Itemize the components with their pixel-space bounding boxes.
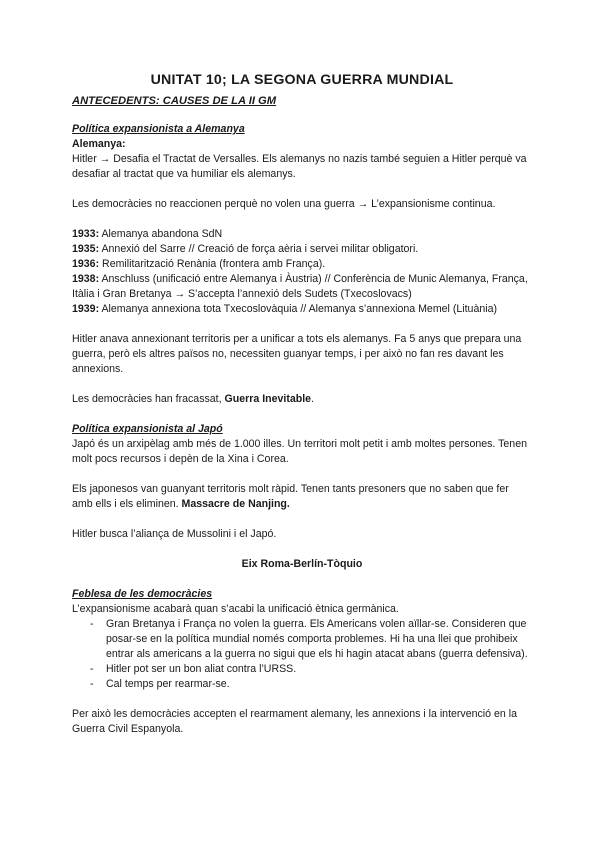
paragraph-hitler-annexing: Hitler anava annexionant territoris per a unificar a tots els alemanys. Fa 5 anys que prepara una guerra, però els altres països no, necessiten guanyar temps, i per això no fan res davant les annexions. bbox=[72, 333, 522, 375]
inevitable-prefix: Les democràcies han fracassat, bbox=[72, 393, 225, 405]
document-content bbox=[72, 70, 532, 737]
weakness-list bbox=[72, 617, 532, 692]
dash-bullet: - bbox=[90, 618, 94, 630]
timeline-text: Alemanya abandona SdN bbox=[99, 228, 223, 240]
heading-germany-expansion: Política expansionista a Alemanya bbox=[72, 123, 245, 135]
timeline-year: 1938: bbox=[72, 273, 100, 285]
paragraph-japan-territories bbox=[72, 482, 532, 512]
timeline-text: Annexió del Sarre // Creació de força aèria i servei militar obligatori. bbox=[99, 243, 419, 255]
axis-title: Eix Roma-Berlín-Tòquio bbox=[241, 558, 363, 570]
timeline-entry bbox=[72, 227, 532, 242]
timeline-entry bbox=[72, 302, 532, 317]
dash-bullet: - bbox=[90, 663, 94, 675]
paragraph-expansionism-end: L’expansionisme acabarà quan s’acabi la unificació ètnica germànica. bbox=[72, 603, 399, 615]
subheading-germany: Alemanya: bbox=[72, 138, 126, 150]
nanjing-massacre-bold: Massacre de Nanjing. bbox=[181, 498, 290, 510]
timeline-text: Anschluss (unificació entre Alemanya i Àustria) // Conferència de Munic Alemanya, França, Itàlia i Gran Bretanya → S’accepta l’annexió dels Sudets (Txecoslovacs) bbox=[72, 273, 528, 300]
timeline bbox=[72, 227, 532, 317]
paragraph-hitler-versailles: Hitler → Desafia el Tractat de Versalles. Els alemanys no nazis també seguien a Hitler perquè va desafiar al tractat que va humiliar els alemanys. bbox=[72, 153, 527, 180]
inevitable-suffix: . bbox=[311, 393, 315, 405]
list-item-text: Gran Bretanya i França no volen la guerra. Els Americans volen aïllar-se. Consideren que posar-se en la política mundial només comporta problemes. Hi ha una llei que prohibeix entrar als americans a la guerra no sigui que els hi hagin atacat abans (guerra defensiva). bbox=[106, 618, 528, 660]
list-item-text: Cal temps per rearmar-se. bbox=[106, 678, 230, 690]
list-item bbox=[72, 677, 532, 692]
timeline-text: Alemanya annexiona tota Txecoslovàquia // Alemanya s’annexiona Memel (Lituània) bbox=[99, 303, 498, 315]
paragraph-democracies-no-react: Les democràcies no reaccionen perquè no volen una guerra → L’expansionisme continua. bbox=[72, 198, 496, 210]
section-title-antecedents: ANTECEDENTS: CAUSES DE LA II GM bbox=[72, 95, 277, 107]
paragraph-inevitable-war bbox=[72, 392, 532, 407]
paragraph-hitler-alliance: Hitler busca l’aliança de Mussolini i el Japó. bbox=[72, 528, 277, 540]
paragraph-japan-archipelago: Japó és un arxipèlag amb més de 1.000 illes. Un territori molt petit i amb moltes persones. Tenen molt pocs recursos i depèn de la Xina i Corea. bbox=[72, 438, 527, 465]
nanjing-prefix: Els japonesos van guanyant territoris molt ràpid. Tenen tants presoners que no saben que fer amb ells i els eliminen. bbox=[72, 483, 509, 510]
page-title: UNITAT 10; LA SEGONA GUERRA MUNDIAL bbox=[150, 72, 454, 88]
timeline-year: 1936: bbox=[72, 258, 100, 270]
timeline-entry bbox=[72, 272, 532, 302]
timeline-entry bbox=[72, 257, 532, 272]
list-item bbox=[72, 662, 532, 677]
heading-democracies-weakness: Feblesa de les democràcies bbox=[72, 588, 213, 600]
paragraph-conclusion: Per això les democràcies accepten el rearmament alemany, les annexions i la intervenció en la Guerra Civil Espanyola. bbox=[72, 708, 517, 735]
timeline-year: 1939: bbox=[72, 303, 100, 315]
timeline-year: 1935: bbox=[72, 243, 100, 255]
timeline-entry bbox=[72, 242, 532, 257]
timeline-year: 1933: bbox=[72, 228, 100, 240]
list-item-text: Hitler pot ser un bon aliat contra l’URSS. bbox=[106, 663, 297, 675]
list-item bbox=[72, 617, 532, 662]
timeline-text: Remilitarització Renània (frontera amb França). bbox=[99, 258, 326, 270]
inevitable-war-bold: Guerra Inevitable bbox=[224, 393, 312, 405]
dash-bullet: - bbox=[90, 678, 94, 690]
heading-japan-expansion: Política expansionista al Japó bbox=[72, 423, 223, 435]
